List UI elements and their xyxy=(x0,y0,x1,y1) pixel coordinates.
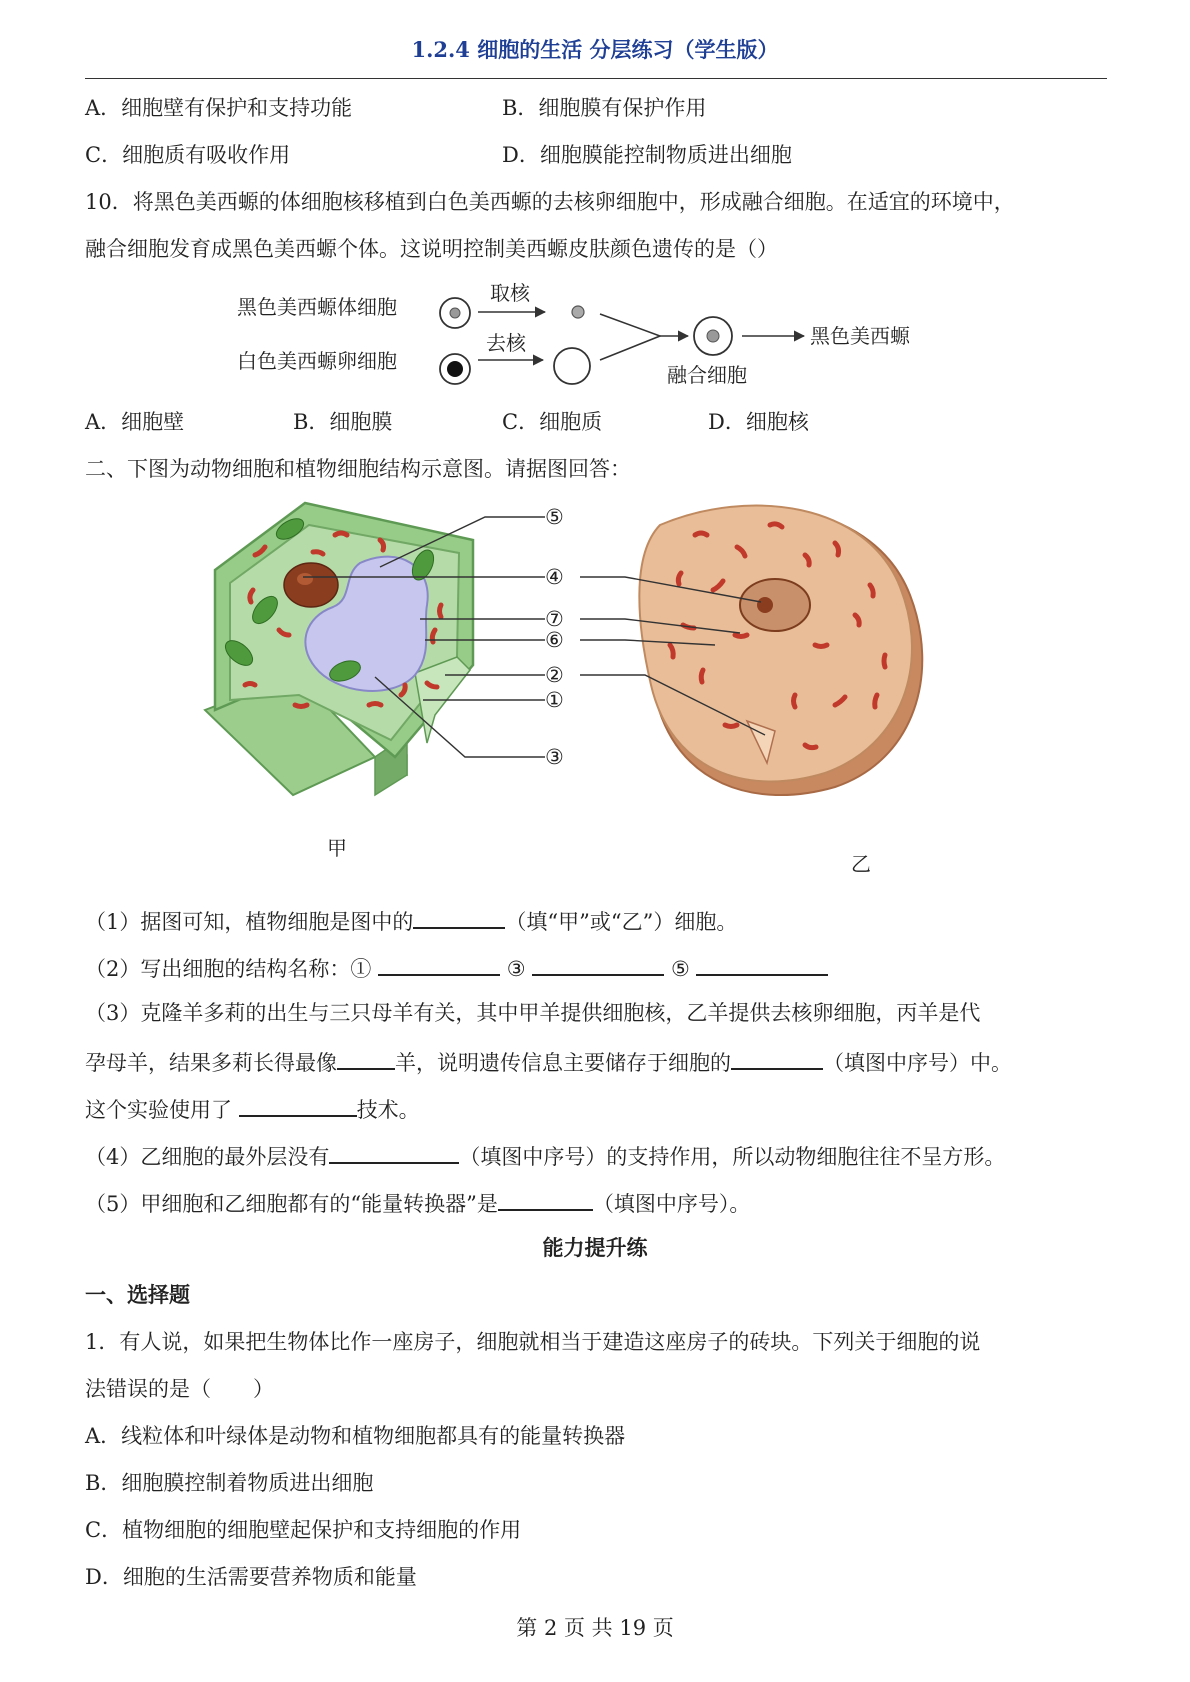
ability-q1-line2: 法错误的是（ ） xyxy=(85,1377,274,1401)
q10-option-a: A．细胞壁 xyxy=(85,410,185,434)
q10-option-b: B．细胞膜 xyxy=(293,410,393,434)
s2-q1: （1）据图可知，植物细胞是图中的 （填“甲”或“乙”）细胞。 xyxy=(85,905,737,936)
ability-heading: 能力提升练 xyxy=(542,1235,648,1260)
s2-q3-line3: 这个实验使用了 技术。 xyxy=(85,1093,420,1124)
label-5: ⑤ xyxy=(545,505,564,529)
white-egg-cell xyxy=(440,354,470,384)
ability-q1-option-b: B．细胞膜控制着物质进出细胞 xyxy=(85,1471,374,1495)
nuclear-transfer-diagram xyxy=(220,278,980,388)
plant-cell xyxy=(205,503,473,795)
animal-cell xyxy=(639,506,922,796)
label-4: ④ xyxy=(545,565,564,589)
q9-option-b: B．细胞膜有保护作用 xyxy=(502,96,707,120)
s2-q3-blank-number[interactable] xyxy=(731,1046,823,1070)
s2-q3-blank-sheep[interactable] xyxy=(337,1046,395,1070)
remove-nucleus-label: 去核 xyxy=(486,331,526,355)
black-somatic-cell xyxy=(440,298,470,328)
q10-option-c: C．细胞质 xyxy=(502,410,603,434)
s2-q4: （4）乙细胞的最外层没有 （填图中序号）的支持作用，所以动物细胞往往不呈方形。 xyxy=(85,1140,1005,1171)
s2-q4-blank[interactable] xyxy=(329,1140,459,1164)
fused-cell xyxy=(694,317,732,355)
label-7: ⑦ xyxy=(545,607,564,631)
result-label: 黑色美西螈 xyxy=(810,324,910,348)
enucleated-egg xyxy=(554,348,590,384)
page-header-title: 1.2.4 细胞的生活 分层练习（学生版） xyxy=(411,37,779,62)
ability-q1-line1: 1．有人说，如果把生物体比作一座房子，细胞就相当于建造这座房子的砖块。下列关于细胞的说 xyxy=(85,1330,981,1354)
q10-text-line1: 10．将黑色美西螈的体细胞核移植到白色美西螈的去核卵细胞中，形成融合细胞。在适宜的环境中， xyxy=(85,190,1015,214)
s2-q1-blank[interactable] xyxy=(413,905,505,929)
cell-b-label: 乙 xyxy=(851,852,871,876)
ability-q1-option-a: A．线粒体和叶绿体是动物和植物细胞都具有的能量转换器 xyxy=(85,1424,626,1448)
fused-cell-label: 融合细胞 xyxy=(667,363,747,387)
cell-structure-figure xyxy=(195,495,995,885)
ability-section-title: 一、选择题 xyxy=(85,1282,190,1307)
ability-q1-option-c: C．植物细胞的细胞壁起保护和支持细胞的作用 xyxy=(85,1518,522,1542)
take-nucleus-label: 取核 xyxy=(490,281,530,305)
s2-q5: （5）甲细胞和乙细胞都有的“能量转换器”是 （填图中序号）。 xyxy=(85,1187,750,1218)
s2-q2-blank-5[interactable] xyxy=(696,952,828,976)
animal-nucleus xyxy=(740,579,810,631)
q9-option-c: C．细胞质有吸收作用 xyxy=(85,143,291,167)
q10-option-d: D．细胞核 xyxy=(708,410,809,434)
white-egg-cell-label: 白色美西螈卵细胞 xyxy=(237,349,397,373)
q10-text-line2: 融合细胞发育成黑色美西螈个体。这说明控制美西螈皮肤颜色遗传的是（） xyxy=(85,237,778,261)
cell-a-label: 甲 xyxy=(327,836,347,860)
header-divider xyxy=(85,78,1107,79)
label-1: ① xyxy=(545,688,564,712)
s2-q2-blank-3[interactable] xyxy=(532,952,664,976)
page-footer: 第 2 页 共 19 页 xyxy=(516,1616,674,1640)
label-3: ③ xyxy=(545,745,564,769)
black-somatic-cell-label: 黑色美西螈体细胞 xyxy=(237,295,397,319)
s2-q3-line1: （3）克隆羊多莉的出生与三只母羊有关，其中甲羊提供细胞核，乙羊提供去核卵细胞，丙羊是代 xyxy=(85,1001,981,1025)
label-6: ⑥ xyxy=(545,628,564,652)
q9-option-d: D．细胞膜能控制物质进出细胞 xyxy=(502,143,792,167)
label-2: ② xyxy=(545,663,564,687)
ability-q1-option-d: D．细胞的生活需要营养物质和能量 xyxy=(85,1565,417,1589)
s2-q2-blank-1[interactable] xyxy=(378,952,500,976)
q9-option-a: A．细胞壁有保护和支持功能 xyxy=(85,96,353,120)
s2-q3-line2: 孕母羊，结果多莉长得最像 羊，说明遗传信息主要储存于细胞的 （填图中序号）中。 xyxy=(85,1046,1012,1077)
s2-q2: （2）写出细胞的结构名称：① ③ ⑤ xyxy=(85,952,828,983)
plant-nucleus xyxy=(284,563,338,607)
merge-lines xyxy=(600,314,660,360)
extracted-nucleus xyxy=(572,306,584,318)
s2-q3-blank-technique[interactable] xyxy=(239,1093,357,1117)
s2-q5-blank[interactable] xyxy=(498,1187,593,1211)
section2-intro: 二、下图为动物细胞和植物细胞结构示意图。请据图回答： xyxy=(85,457,631,481)
